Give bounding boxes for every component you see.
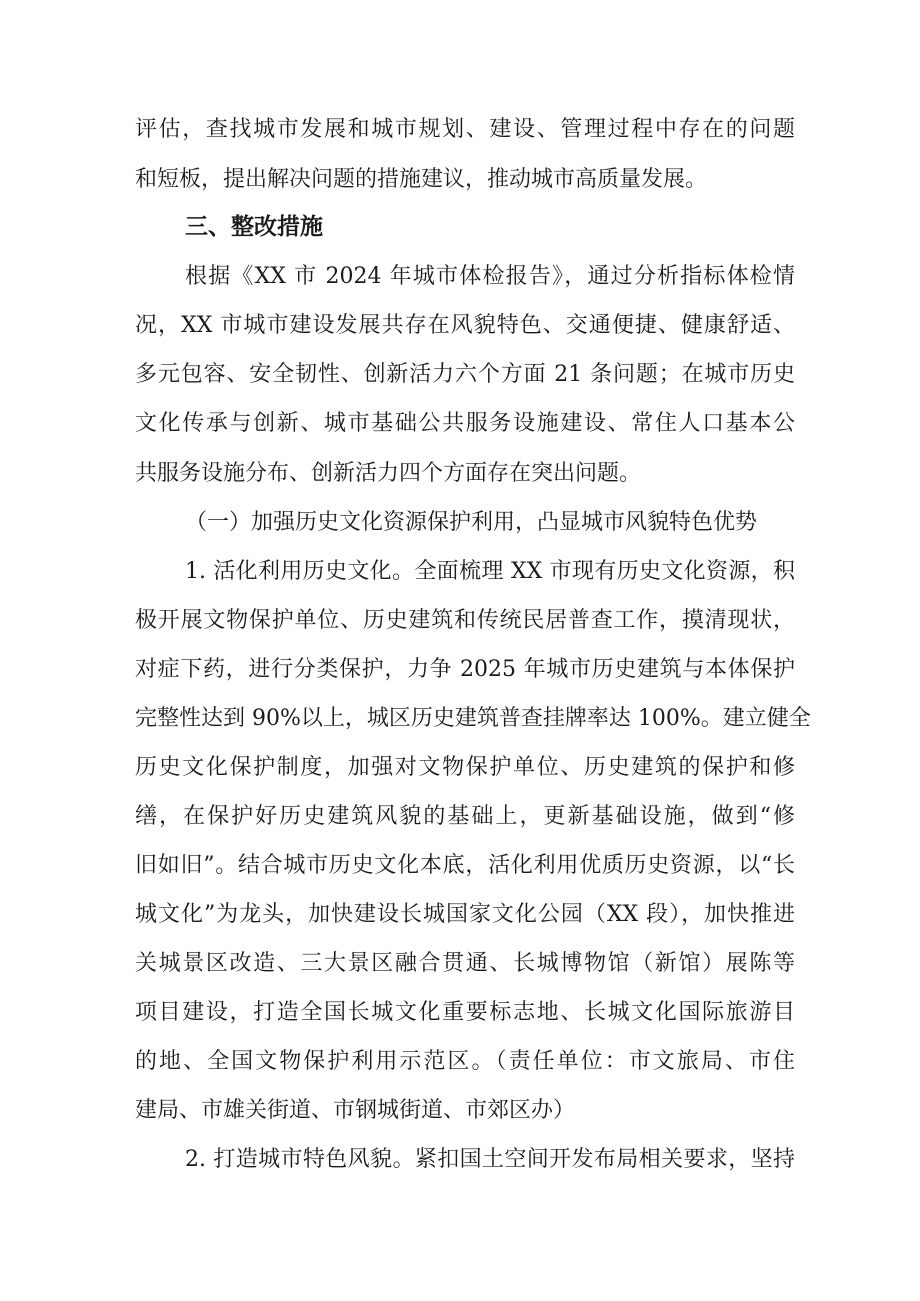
body-line: 建局、市雄关街道、市钢城街道、市郊区办） [135,1098,576,1123]
body-line: 多元包容、安全韧性、创新活力六个方面 21 条问题；在城市历史 [135,362,795,387]
body-line: 历史文化保护制度，加强对文物保护单位、历史建筑的保护和修 [135,755,795,780]
body-line: 项目建设，打造全国长城文化重要标志地、长城文化国际旅游目 [135,1000,795,1025]
body-line: 共服务设施分布、创新活力四个方面存在突出问题。 [135,461,642,486]
body-line: 和短板，提出解决问题的措施建议，推动城市高质量发展。 [135,167,708,192]
body-line: 文化传承与创新、城市基础公共服务设施建设、常住人口基本公 [135,411,795,436]
body-line: 对症下药，进行分类保护，力争 2025 年城市历史建筑与本体保护 [135,657,795,682]
body-line: 城文化”为龙头，加快建设长城国家文化公园（XX 段），加快推进 [135,902,795,927]
paragraph-first-line: 1. 活化利用历史文化。全面梳理 XX 市现有历史文化资源，积 [185,559,795,584]
body-line: 极开展文物保护单位、历史建筑和传统民居普查工作，摸清现状， [135,608,795,633]
body-line: 缮，在保护好历史建筑风貌的基础上，更新基础设施，做到“修 [135,804,795,829]
paragraph-first-line: 根据《XX 市 2024 年城市体检报告》，通过分析指标体检情 [185,264,795,289]
body-line: 完整性达到 90%以上，城区历史建筑普查挂牌率达 100%。建立健全 [135,706,811,731]
subsection-heading: （一）加强历史文化资源保护利用，凸显城市风貌特色优势 [185,510,758,535]
body-line: 的地、全国文物保护利用示范区。（责任单位：市文旅局、市住 [135,1049,795,1074]
body-line: 旧如旧”。结合城市历史文化本底，活化利用优质历史资源，以“长 [135,853,795,878]
body-line: 况，XX 市城市建设发展共存在风貌特色、交通便捷、健康舒适、 [135,313,795,338]
body-line: 关城景区改造、三大景区融合贯通、长城博物馆（新馆）展陈等 [135,951,795,976]
paragraph-first-line: 2. 打造城市特色风貌。紧扣国土空间开发布局相关要求，坚持 [185,1147,795,1172]
body-line: 评估，查找城市发展和城市规划、建设、管理过程中存在的问题 [135,117,795,142]
section-heading: 三、整改措施 [185,214,323,240]
